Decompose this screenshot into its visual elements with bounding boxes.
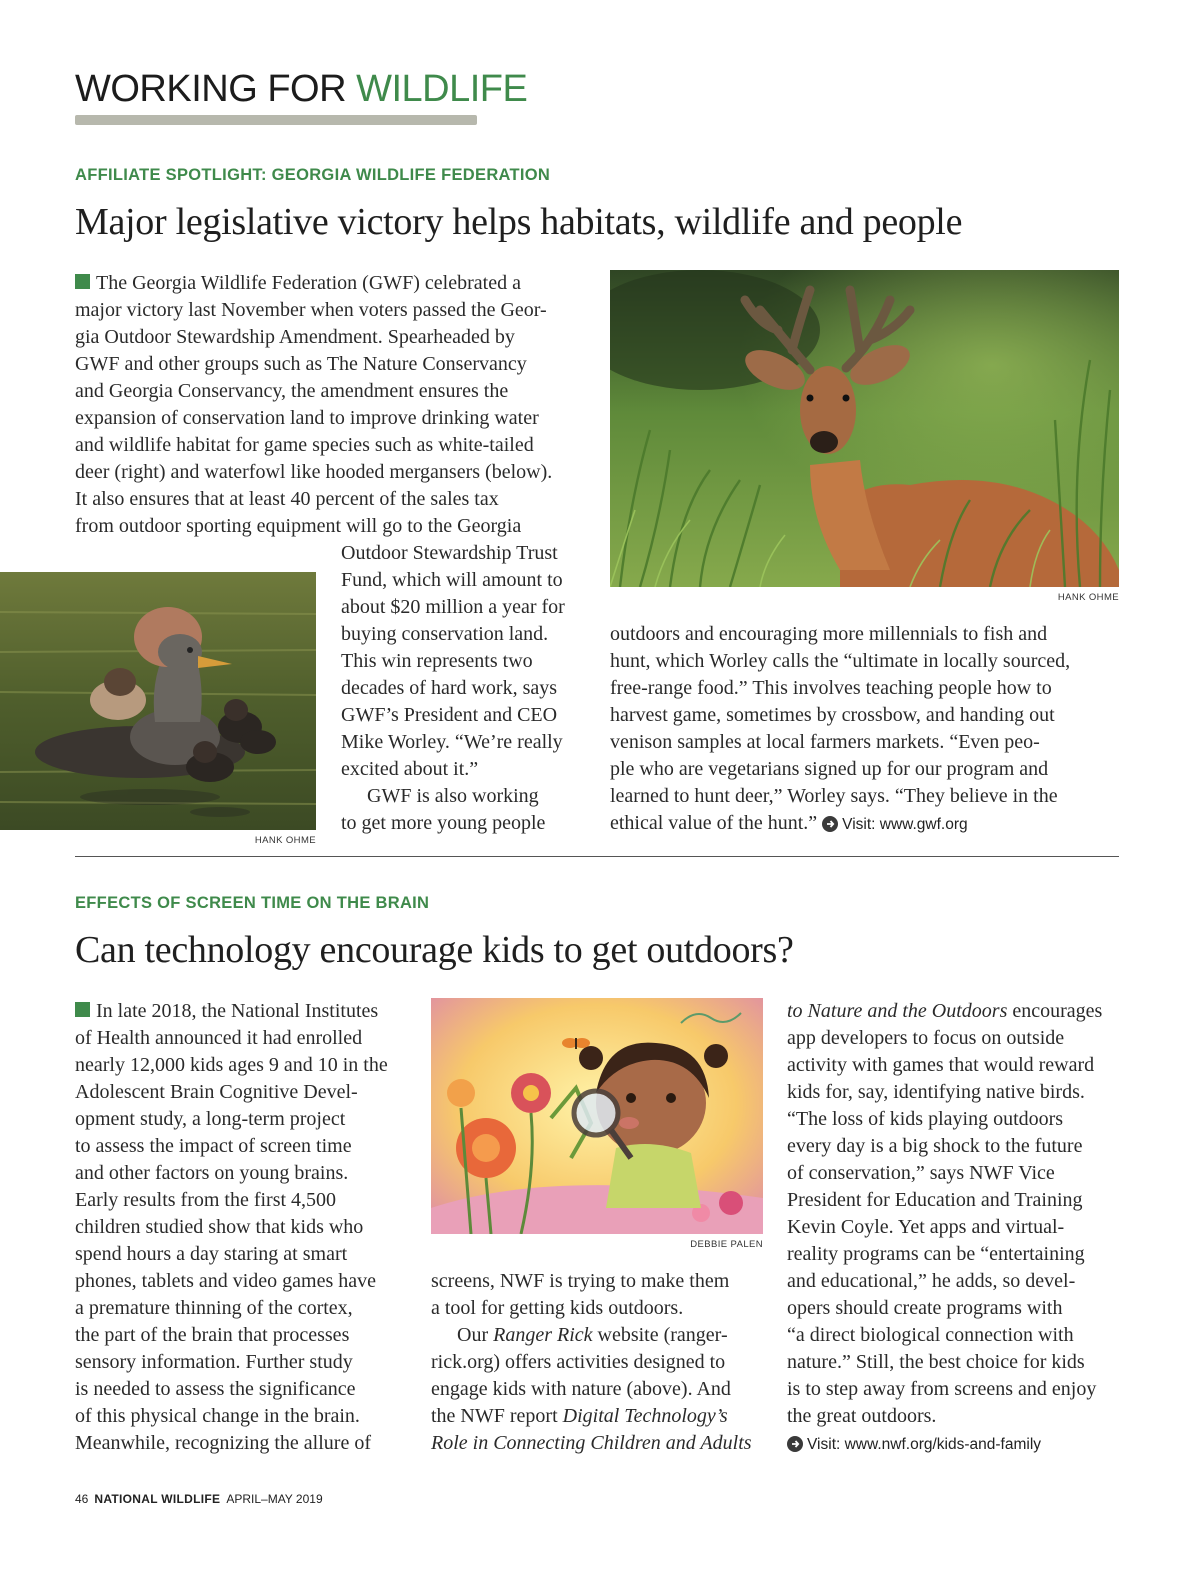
- text-line: Our Ranger Rick website (ranger-: [457, 1324, 728, 1346]
- text-line: buying conservation land.: [341, 623, 549, 645]
- text-line: activity with games that would reward: [787, 1054, 1095, 1076]
- text-line: the NWF report Digital Technology’s: [431, 1405, 728, 1427]
- text-line: from outdoor sporting equipment will go to the Georgia: [75, 515, 522, 537]
- text-line: venison samples at local farmers markets. “Even peo-: [610, 731, 1040, 753]
- text-line: children studied show that kids who: [75, 1216, 364, 1238]
- text-line: nature.” Still, the best choice for kids: [787, 1351, 1085, 1373]
- issue-date: APRIL–MAY 2019: [226, 1492, 323, 1506]
- text-line: and educational,” he adds, so devel-: [787, 1270, 1076, 1292]
- paragraph-marker-icon: [75, 1002, 90, 1017]
- text-line: major victory last November when voters passed the Geor-: [75, 299, 547, 321]
- section-title-part2: WILDLIFE: [356, 68, 528, 110]
- text-line: GWF is also working: [367, 785, 539, 807]
- text-line: kids for, say, identifying native birds.: [787, 1081, 1085, 1103]
- text-line: about $20 million a year for: [341, 596, 565, 618]
- text-line: to assess the impact of screen time: [75, 1135, 352, 1157]
- text-line: Kevin Coyle. Yet apps and virtual-: [787, 1216, 1065, 1238]
- article2-col2-text: [431, 1268, 776, 1457]
- section-title-rule: [75, 115, 477, 125]
- text-line: GWF’s President and CEO: [341, 704, 558, 726]
- text-line: of conservation,” says NWF Vice: [787, 1162, 1055, 1184]
- article-divider: [75, 856, 1119, 857]
- merganser-photo-credit: HANK OHME: [254, 835, 316, 846]
- article1-headline: Major legislative victory helps habitats, wildlife and people: [75, 201, 963, 243]
- text-line: a tool for getting kids outdoors.: [431, 1297, 684, 1319]
- text-line: President for Education and Training: [787, 1189, 1083, 1211]
- text-line: screens, NWF is trying to make them: [431, 1270, 730, 1292]
- magazine-name: NATIONAL WILDLIFE: [94, 1492, 221, 1506]
- text-line: the part of the brain that processes: [75, 1324, 350, 1346]
- text-line: is to step away from screens and enjoy: [787, 1378, 1097, 1400]
- gwf-visit-link[interactable]: Visit: www.gwf.org: [822, 816, 967, 833]
- section-title: [75, 68, 527, 111]
- arrow-circle-icon: [787, 1436, 803, 1452]
- text-line: and Georgia Conservancy, the amendment ensures the: [75, 380, 509, 402]
- text-line: is needed to assess the significance: [75, 1378, 356, 1400]
- text-line: decades of hard work, says: [341, 677, 558, 699]
- text-line: Meanwhile, recognizing the allure of: [75, 1432, 371, 1454]
- text-line: reality programs can be “entertaining: [787, 1243, 1085, 1265]
- arrow-circle-icon: [822, 816, 838, 832]
- article1-col1-narrow-text: [341, 540, 591, 837]
- paragraph-marker-icon: [75, 274, 90, 289]
- text-line: ple who are vegetarians signed up for our program and: [610, 758, 1049, 780]
- text-line: the great outdoors.: [787, 1405, 937, 1427]
- text-line: gia Outdoor Stewardship Amendment. Spearheaded by: [75, 326, 515, 348]
- text-line: Adolescent Brain Cognitive Devel-: [75, 1081, 358, 1103]
- text-line: opment study, a long-term project: [75, 1108, 346, 1130]
- text-line: app developers to focus on outside: [787, 1027, 1065, 1049]
- text-line: “The loss of kids playing outdoors: [787, 1108, 1064, 1130]
- text-line: Mike Worley. “We’re really: [341, 731, 563, 753]
- text-line: Role in Connecting Children and Adults: [431, 1432, 752, 1454]
- text-line: This win represents two: [341, 650, 533, 672]
- nwf-visit-link[interactable]: Visit: www.nwf.org/kids-and-family: [787, 1436, 1041, 1453]
- text-line: and other factors on young brains.: [75, 1162, 349, 1184]
- page-footer: [75, 1492, 323, 1506]
- text-line: excited about it.”: [341, 758, 479, 780]
- text-line: spend hours a day staring at smart: [75, 1243, 348, 1265]
- text-line: a premature thinning of the cortex,: [75, 1297, 353, 1319]
- text-line: to get more young people: [341, 812, 546, 834]
- page-number: 46: [75, 1492, 89, 1506]
- text-line: opers should create programs with: [787, 1297, 1063, 1319]
- text-line: nearly 12,000 kids ages 9 and 10 in the: [75, 1054, 388, 1076]
- deer-photo: [610, 270, 1119, 587]
- article2-col1-text: [75, 998, 420, 1457]
- text-line: harvest game, sometimes by crossbow, and handing out: [610, 704, 1055, 726]
- text-line: “a direct biological connection with: [787, 1324, 1074, 1346]
- ranger-rick-illustration: [431, 998, 763, 1234]
- text-line: ethical value of the hunt.” Visit: www.gwf.org: [610, 812, 968, 834]
- text-line: free-range food.” This involves teaching people how to: [610, 677, 1052, 699]
- text-line: The Georgia Wildlife Federation (GWF) celebrated a: [75, 270, 595, 297]
- merganser-photo: [0, 572, 316, 830]
- text-line: Early results from the first 4,500: [75, 1189, 337, 1211]
- text-line: It also ensures that at least 40 percent of the sales tax: [75, 488, 499, 510]
- text-line: expansion of conservation land to improve drinking water: [75, 407, 539, 429]
- article1-col1-text: [75, 270, 595, 540]
- deer-photo-credit: HANK OHME: [1057, 592, 1119, 603]
- text-line: engage kids with nature (above). And: [431, 1378, 731, 1400]
- text-line: learned to hunt deer,” Worley says. “They believe in the: [610, 785, 1058, 807]
- section-title-part1: WORKING FOR: [75, 68, 357, 110]
- article2-kicker: EFFECTS OF SCREEN TIME ON THE BRAIN: [75, 894, 430, 912]
- text-line: of Health announced it had enrolled: [75, 1027, 363, 1049]
- text-line: In late 2018, the National Institutes: [75, 998, 420, 1025]
- text-line: outdoors and encouraging more millennials to fish and: [610, 623, 1048, 645]
- illustration-credit: DEBBIE PALEN: [690, 1239, 763, 1250]
- text-line: Fund, which will amount to: [341, 569, 563, 591]
- text-line: [787, 1430, 1132, 1458]
- text-line: of this physical change in the brain.: [75, 1405, 360, 1427]
- text-line: Outdoor Stewardship Trust: [341, 542, 558, 564]
- text-line: every day is a big shock to the future: [787, 1135, 1083, 1157]
- text-line: rick.org) offers activities designed to: [431, 1351, 726, 1373]
- article2-col3-text: [787, 998, 1132, 1458]
- text-line: deer (right) and waterfowl like hooded mergansers (below).: [75, 461, 553, 483]
- text-line: GWF and other groups such as The Nature Conservancy: [75, 353, 527, 375]
- text-line: to Nature and the Outdoors encourages: [787, 1000, 1103, 1022]
- article2-headline: Can technology encourage kids to get outdoors?: [75, 929, 794, 971]
- text-line: and wildlife habitat for game species such as white-tailed: [75, 434, 534, 456]
- article1-col2-text: [610, 621, 1120, 838]
- text-line: phones, tablets and video games have: [75, 1270, 377, 1292]
- text-line: hunt, which Worley calls the “ultimate in locally sourced,: [610, 650, 1071, 672]
- text-line: sensory information. Further study: [75, 1351, 353, 1373]
- article1-kicker: AFFILIATE SPOTLIGHT: GEORGIA WILDLIFE FEDERATION: [75, 166, 551, 184]
